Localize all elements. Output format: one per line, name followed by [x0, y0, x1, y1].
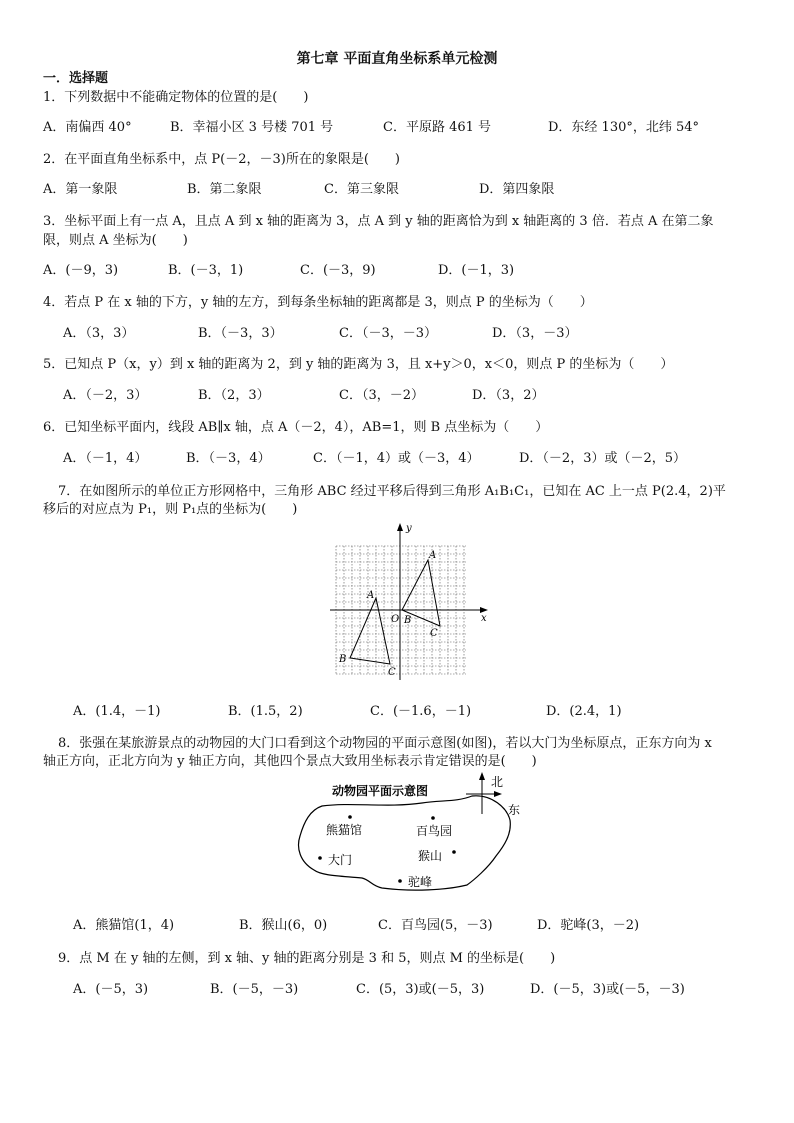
page-title: 第七章 平面直角坐标系单元检测 [296, 51, 498, 67]
q3-option-b: B．(－3，1) [168, 263, 244, 278]
q6-option-c: C．（－1，4）或（－3，4） [313, 451, 480, 466]
q7-option-c: C．(－1.6，－1) [370, 704, 472, 719]
zoo-boundary [299, 796, 511, 890]
q3-option-a: A．(－9，3) [43, 263, 119, 278]
gate-dot [318, 856, 322, 860]
monkey-hill-dot [452, 850, 456, 854]
q2-option-c: C．第三象限 [324, 182, 399, 197]
q4-option-a: A．（3，3） [63, 326, 135, 341]
map-title: 动物园平面示意图 [332, 784, 429, 798]
q6-option-b: B．（－3，4） [186, 451, 271, 466]
question-3-stem-line2: 限，则点 A 坐标为( ) [43, 233, 188, 248]
q3-option-d: D．(－1，3) [438, 263, 515, 278]
q4-option-d: D．（3，－3） [492, 326, 578, 341]
spot-monkey-hill: 猴山 [418, 849, 443, 863]
q2-option-b: B．第二象限 [187, 182, 262, 197]
q6-option-a: A．（－1，4） [63, 451, 148, 466]
question-5-stem: 5．已知点 P（x，y）到 x 轴的距离为 2，到 y 轴的距离为 3，且 x+y＞0，x＜0，则点 P 的坐标为（ ） [43, 357, 674, 372]
question-3-stem-line1: 3．坐标平面上有一点 A，且点 A 到 x 轴的距离为 3，点 A 到 y 轴的距离恰为到 x 轴距离的 3 倍．若点 A 在第二象 [43, 214, 714, 229]
q7-option-a: A．(1.4，－1) [73, 704, 161, 719]
label-b: B [404, 615, 412, 626]
y-axis-label: y [406, 523, 412, 534]
spot-camel-peak: 驼峰 [408, 875, 433, 889]
question-8-stem-line2: 轴正方向，正北方向为 y 轴正方向，其他四个景点大致用坐标表示肯定错误的是( ) [43, 754, 537, 769]
north-label: 北 [491, 775, 504, 789]
label-b1: B [339, 654, 347, 665]
question-9-stem: 9．点 M 在 y 轴的左侧，到 x 轴、y 轴的距离分别是 3 和 5，则点 M 的坐标是( ) [58, 951, 556, 966]
q6-option-d: D．（－2，3）或（－2，5） [519, 451, 687, 466]
question-1-stem: 1．下列数据中不能确定物体的位置的是( ) [43, 90, 309, 105]
section-heading: 一．选择题 [43, 71, 109, 86]
question-8-stem-line1: 8．张强在某旅游景点的动物园的大门口看到这个动物园的平面示意图(如图)，若以大门为坐标原点，正东方向为 x [58, 736, 712, 751]
q9-option-a: A．(－5，3) [73, 982, 149, 997]
figure-8-zoo-map [292, 772, 532, 900]
q5-option-c: C．（3，－2） [339, 388, 424, 403]
q8-option-d: D．驼峰(3，－2) [537, 918, 640, 933]
q5-option-d: D．（3，2） [472, 388, 545, 403]
q3-option-c: C．(－3，9) [300, 263, 376, 278]
q7-option-d: D．(2.4，1) [546, 704, 622, 719]
q1-option-c: C．平原路 461 号 [383, 120, 492, 135]
panda-house-dot [348, 815, 352, 819]
question-6-stem: 6．已知坐标平面内，线段 AB∥x 轴，点 A（－2，4），AB=1，则 B 点坐标为（ ） [43, 420, 549, 435]
spot-bird-park: 百鸟园 [416, 824, 453, 838]
label-a: A [429, 550, 437, 561]
q2-option-a: A．第一象限 [43, 182, 118, 197]
spot-panda-house: 熊猫馆 [326, 823, 363, 837]
question-7-stem-line1: 7．在如图所示的单位正方形网格中，三角形 ABC 经过平移后得到三角形 A₁B₁C₁，已知在 AC 上一点 P(2.4，2)平 [58, 484, 726, 499]
label-c: C [430, 628, 438, 639]
label-a1: A [367, 590, 375, 601]
q5-option-a: A．（－2，3） [63, 388, 148, 403]
bird-park-dot [431, 816, 435, 820]
x-axis-label: x [481, 613, 487, 624]
q1-option-a: A．南偏西 40° [43, 120, 132, 135]
q8-option-c: C．百鸟园(5，－3) [378, 918, 493, 933]
q9-option-c: C．(5，3)或(－5，3) [356, 982, 485, 997]
east-label: 东 [508, 803, 521, 817]
question-2-stem: 2．在平面直角坐标系中，点 P(－2，－3)所在的象限是( ) [43, 152, 400, 167]
q7-option-b: B．(1.5，2) [228, 704, 303, 719]
question-4-stem: 4．若点 P 在 x 轴的下方，y 轴的左方，到每条坐标轴的距离都是 3，则点 P 的坐标为（ ） [43, 295, 593, 310]
y-axis-arrow-icon [397, 523, 403, 531]
east-arrow-icon [494, 791, 502, 797]
q9-option-b: B．(－5，－3) [210, 982, 299, 997]
spot-gate: 大门 [328, 853, 353, 867]
q8-option-a: A．熊猫馆(1，4) [73, 918, 175, 933]
origin-label: O [391, 614, 400, 625]
q1-option-b: B．幸福小区 3 号楼 701 号 [170, 120, 334, 135]
north-arrow-icon [479, 772, 485, 780]
q1-option-d: D．东经 130°，北纬 54° [548, 120, 700, 135]
q8-option-b: B．猴山(6，0) [239, 918, 328, 933]
q5-option-b: B．（2，3） [198, 388, 270, 403]
q4-option-b: B．（－3，3） [198, 326, 283, 341]
q2-option-d: D．第四象限 [479, 182, 555, 197]
q9-option-d: D．(－5，3)或(－5，－3) [530, 982, 685, 997]
question-7-stem-line2: 移后的对应点为 P₁，则 P₁点的坐标为( ) [43, 502, 298, 517]
figure-7-grid [330, 520, 495, 685]
camel-peak-dot [398, 879, 402, 883]
label-c1: C [388, 667, 396, 678]
q4-option-c: C．（－3，－3） [339, 326, 437, 341]
